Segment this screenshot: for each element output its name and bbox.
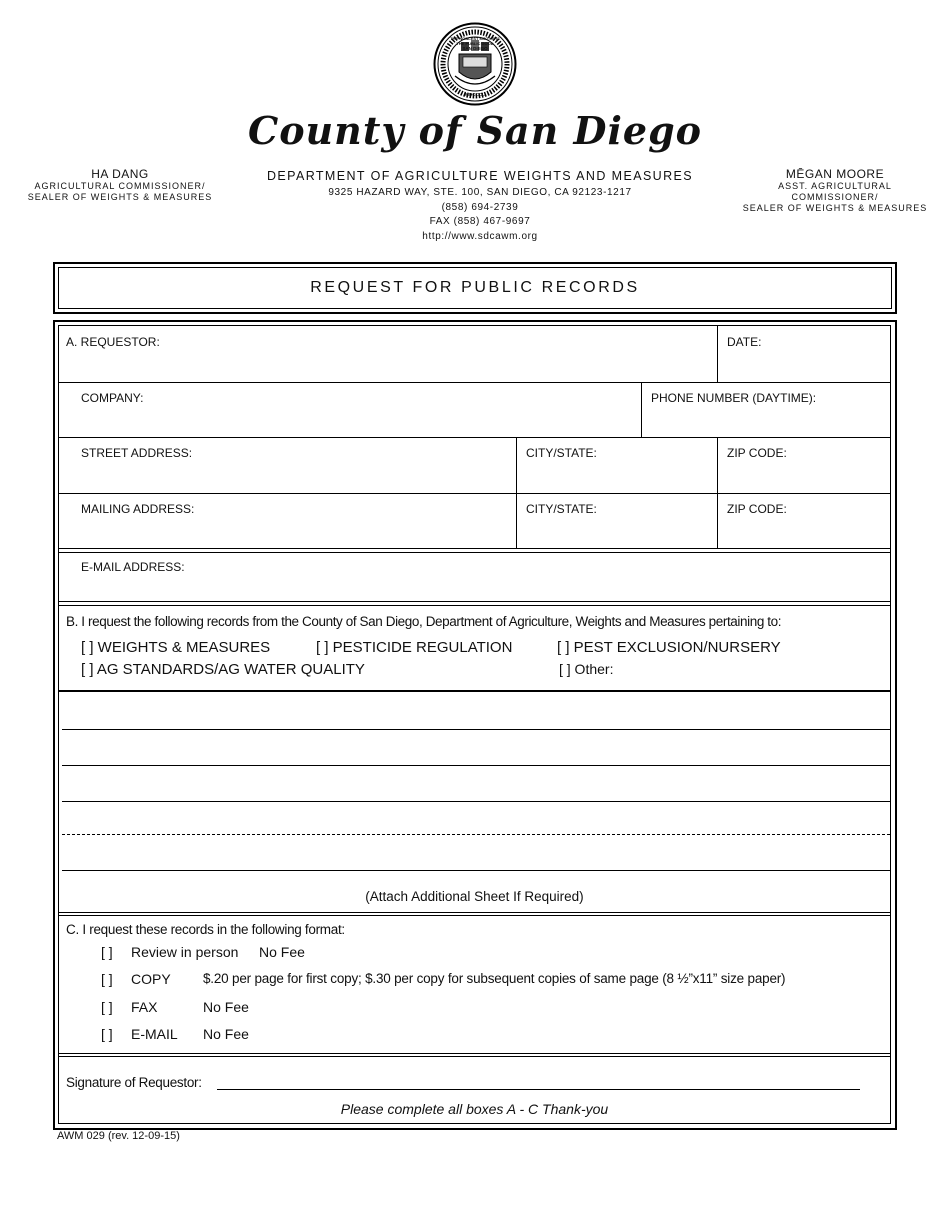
- county-title: County of San Diego: [247, 108, 703, 153]
- records-line-5[interactable]: [62, 870, 890, 871]
- divider: [59, 548, 890, 549]
- seal-year: MDCCCL: [465, 92, 485, 97]
- divider: [59, 437, 890, 438]
- right-official: [735, 167, 935, 214]
- left-official-title-2: SEALER OF WEIGHTS & MEASURES: [27, 192, 213, 202]
- divider: [59, 1056, 890, 1057]
- city-state-label: CITY/STATE:: [526, 446, 597, 460]
- option-pesticide-regulation[interactable]: [ ] PESTICIDE REGULATION: [316, 639, 513, 656]
- records-line-4[interactable]: [62, 834, 890, 835]
- divider: [59, 382, 890, 383]
- department-address: 9325 HAZARD WAY, STE. 100, SAN DIEGO, CA 92123-1217: [328, 187, 632, 198]
- request-form-inner: [58, 325, 891, 1124]
- records-line-1[interactable]: [62, 729, 890, 730]
- form-title: REQUEST FOR PUBLIC RECORDS: [58, 267, 892, 309]
- request-form: [53, 320, 897, 1130]
- format-email-label: E-MAIL: [131, 1026, 178, 1042]
- right-official-title-2: SEALER OF WEIGHTS & MEASURES: [742, 203, 928, 213]
- mailing-address-label: MAILING ADDRESS:: [81, 502, 195, 516]
- divider: [59, 601, 890, 602]
- format-copy-label: COPY: [131, 971, 171, 987]
- right-official-title-1: ASST. AGRICULTURAL COMMISSIONER/: [778, 181, 892, 202]
- left-official-name: HA DANG: [91, 167, 149, 181]
- section-c-intro: C. I request these records in the following format:: [66, 922, 345, 937]
- phone-label: PHONE NUMBER (DAYTIME):: [651, 391, 817, 405]
- section-b-intro: B. I request the following records from the County of San Diego, Department of Agriculture, Weights and Measures pertaining to:: [66, 614, 782, 629]
- option-weights-measures[interactable]: [ ] WEIGHTS & MEASURES: [81, 639, 271, 656]
- left-official-title-1: AGRICULTURAL COMMISSIONER/: [34, 181, 206, 191]
- divider: [717, 326, 718, 383]
- completion-note: Please complete all boxes A - C Thank-you: [340, 1101, 609, 1117]
- mailing-city-state-label: CITY/STATE:: [526, 502, 597, 516]
- department-fax: FAX (858) 467-9697: [429, 216, 531, 227]
- department-name: DEPARTMENT OF AGRICULTURE WEIGHTS AND MEASURES: [266, 169, 694, 183]
- format-fax-label: FAX: [131, 999, 158, 1015]
- seal-motto: THE NOBLEST MOTIVE IS THE PUBLIC GOOD: [450, 36, 500, 46]
- records-line-3[interactable]: [62, 801, 890, 802]
- format-email-fee: No Fee: [203, 1026, 249, 1042]
- company-label: COMPANY:: [81, 391, 144, 405]
- divider: [59, 915, 890, 916]
- format-copy-fee: $.20 per page for first copy; $.30 per copy for subsequent copies of same page (8 ½”x11” size paper): [203, 971, 786, 986]
- seal-center-label: SAN DIEGO: [462, 46, 488, 51]
- signature-label: Signature of Requestor:: [66, 1075, 202, 1090]
- street-address-label: STREET ADDRESS:: [81, 446, 193, 460]
- format-fax-fee: No Fee: [203, 999, 249, 1015]
- date-label: DATE:: [727, 335, 762, 349]
- option-other[interactable]: [ ] Other:: [559, 661, 614, 677]
- format-review-label: Review in person: [131, 944, 239, 960]
- email-address-label: E-MAIL ADDRESS:: [81, 560, 185, 574]
- format-fax-checkbox[interactable]: [ ]: [101, 999, 113, 1015]
- format-email-checkbox[interactable]: [ ]: [101, 1026, 113, 1042]
- format-copy-checkbox[interactable]: [ ]: [101, 971, 113, 987]
- form-revision: AWM 029 (rev. 12-09-15): [57, 1130, 180, 1142]
- records-line-2[interactable]: [62, 765, 890, 766]
- format-review-fee: No Fee: [259, 944, 305, 960]
- divider: [59, 552, 890, 553]
- divider: [59, 912, 890, 913]
- signature-line[interactable]: [217, 1089, 860, 1090]
- department-website[interactable]: http://www.sdcawm.org: [422, 230, 538, 242]
- divider: [59, 1053, 890, 1054]
- form-title-box: [53, 262, 897, 314]
- option-ag-standards[interactable]: [ ] AG STANDARDS/AG WATER QUALITY: [81, 661, 365, 678]
- requestor-label: A. REQUESTOR:: [66, 335, 160, 349]
- right-official-name: MĒGAN MOORE: [785, 167, 885, 181]
- mailing-zip-code-label: ZIP CODE:: [727, 502, 787, 516]
- option-pest-exclusion[interactable]: [ ] PEST EXCLUSION/NURSERY: [557, 639, 781, 656]
- divider: [59, 493, 890, 494]
- department-phone: (858) 694-2739: [441, 201, 519, 213]
- divider: [641, 382, 642, 438]
- attach-note: (Attach Additional Sheet If Required): [365, 889, 584, 904]
- zip-code-label: ZIP CODE:: [727, 446, 787, 460]
- divider: [59, 605, 890, 606]
- divider: [59, 690, 890, 692]
- format-review-checkbox[interactable]: [ ]: [101, 944, 113, 960]
